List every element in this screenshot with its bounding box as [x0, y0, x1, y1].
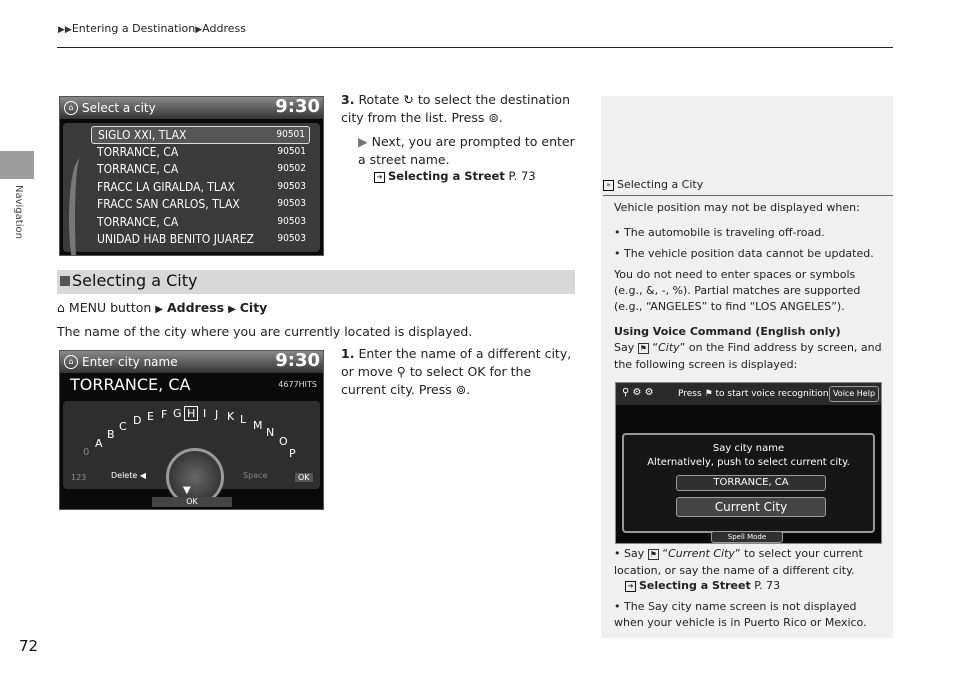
- voice-box: Say city name Alternatively, push to select current city. TORRANCE, CA Current City: [622, 433, 875, 533]
- page-number: 72: [19, 637, 39, 655]
- move-knob-icon: ⚲: [396, 364, 406, 379]
- spell-mode-button[interactable]: Spell Mode: [711, 531, 783, 543]
- reference-icon: ➔: [625, 581, 636, 592]
- enter-city-screen: [59, 350, 324, 510]
- clock: 9:30: [275, 350, 320, 371]
- list-item[interactable]: TORRANCE, CA 90501: [97, 145, 306, 159]
- list-item[interactable]: TORRANCE, CA 90503: [97, 215, 306, 229]
- nav-icon: ⌂: [64, 355, 78, 369]
- select-city-screen: [59, 96, 324, 256]
- clock: 9:30: [275, 96, 320, 117]
- step-1: 1. Enter the name of a different city, or move ⚲ to select OK for the current city. Press ⊚.: [341, 346, 572, 397]
- list-item[interactable]: TORRANCE, CA 90502: [97, 162, 306, 176]
- step-3-sub: ▶ Next, you are prompted to enter a street name.: [358, 134, 575, 167]
- cross-reference[interactable]: ➔ Selecting a Street P. 73: [374, 169, 536, 183]
- arrow-icon: ▶: [228, 304, 236, 315]
- delete-key[interactable]: Delete ◀: [111, 471, 146, 480]
- menu-path: ⌂ MENU button ▶ Address ▶ City: [57, 300, 268, 315]
- voice-text: Say ⚑ “City” on the Find address by screen, and the following screen is displayed:: [614, 341, 882, 371]
- section-heading: [57, 270, 575, 294]
- space-key[interactable]: Space: [243, 471, 268, 480]
- entered-city: TORRANCE, CA: [70, 375, 191, 394]
- key[interactable]: E: [147, 410, 154, 423]
- section-title: Selecting a City: [72, 271, 198, 290]
- key[interactable]: C: [119, 420, 127, 433]
- talk-icon: ⚑: [649, 550, 657, 559]
- key[interactable]: I: [203, 407, 207, 420]
- arrow-icon: ▶: [195, 25, 203, 35]
- sidebar-bullet: • The Say city name screen is not displayed when your vehicle is in Puerto Rico or Mexico.: [614, 600, 867, 629]
- screen-title: Select a city: [82, 101, 156, 115]
- ok-key[interactable]: OK: [295, 473, 313, 482]
- sidebar-rule: [603, 195, 893, 196]
- step-3: 3. Rotate ↻ to select the destination city from the list. Press ⊚.: [341, 92, 570, 125]
- arrow-icon: ▶: [155, 304, 163, 315]
- list-item[interactable]: SIGLO XXI, TLAX 90501: [91, 126, 310, 144]
- home-icon: ⌂: [57, 300, 65, 315]
- reference-icon: »: [603, 180, 614, 191]
- key[interactable]: O: [279, 435, 288, 448]
- arrow-left-icon: ◀: [139, 471, 146, 480]
- press-knob-icon: ⊚: [455, 382, 467, 397]
- key[interactable]: A: [95, 437, 103, 450]
- key[interactable]: D: [133, 414, 142, 427]
- chevron-down-icon: ▼: [183, 485, 191, 496]
- nav-icon: ⌂: [64, 101, 78, 115]
- screen-header: [60, 351, 323, 373]
- city-option[interactable]: TORRANCE, CA: [676, 475, 826, 491]
- voice-screen-top: ⚲ ⚙ ⚙ Press ⚑ to start voice recognition Voice Help: [616, 383, 881, 405]
- talk-icon: ⚑: [704, 389, 713, 399]
- key-selected[interactable]: H: [184, 406, 198, 421]
- key[interactable]: F: [161, 408, 168, 421]
- city-list: [63, 123, 320, 252]
- reference-icon: ➔: [374, 172, 385, 183]
- screen-title: Enter city name: [82, 355, 178, 369]
- key[interactable]: B: [107, 428, 115, 441]
- screen-header: [60, 97, 323, 119]
- key[interactable]: K: [227, 410, 235, 423]
- key[interactable]: L: [240, 413, 247, 426]
- voice-help-button[interactable]: Voice Help: [829, 386, 879, 402]
- list-item[interactable]: UNIDAD HAB BENITO JUAREZ 90503: [97, 232, 306, 246]
- talk-icon: ⚑: [639, 344, 647, 353]
- key[interactable]: N: [266, 426, 275, 439]
- sidebar-intro: Vehicle position may not be displayed when:: [614, 201, 860, 214]
- voice-heading: Using Voice Command (English only): [614, 325, 841, 338]
- press-knob-icon: ⊚: [488, 110, 499, 125]
- arrow-icon: ▶▶: [58, 25, 72, 35]
- side-tab: [0, 151, 34, 179]
- list-item[interactable]: FRACC SAN CARLOS, TLAX 90503: [97, 197, 306, 211]
- key[interactable]: P: [289, 447, 296, 460]
- current-city-button[interactable]: Current City: [676, 497, 826, 517]
- sidebar-bullet: • The automobile is traveling off-road.: [614, 226, 825, 239]
- voice-screen: [615, 382, 882, 544]
- key[interactable]: G: [173, 407, 182, 420]
- sidebar-ref-title: » Selecting a City: [603, 177, 703, 193]
- sidebar-bullet: • Say ⚑ “Current City” to select your current location, or say the name of a different city.: [614, 547, 863, 577]
- sidebar-bullet: • The vehicle position data cannot be updated.: [614, 247, 874, 260]
- rotate-knob-icon: ↻: [403, 92, 414, 107]
- breadcrumb-part2: Address: [202, 22, 246, 35]
- breadcrumb: [58, 22, 246, 35]
- description: The name of the city where you are currently located is displayed.: [57, 324, 473, 339]
- hits-count: 4677HITS: [278, 380, 317, 389]
- side-label: Navigation: [13, 185, 24, 239]
- breadcrumb-part1: Entering a Destination: [71, 22, 196, 35]
- key[interactable]: M: [253, 419, 263, 432]
- key[interactable]: 0: [83, 447, 90, 458]
- ok-bar[interactable]: OK: [152, 497, 232, 507]
- header-rule: [57, 47, 893, 48]
- knob-arc: [69, 159, 91, 256]
- square-icon: [60, 276, 70, 286]
- numbers-key[interactable]: 123: [71, 473, 87, 482]
- voice-icons: ⚲ ⚙ ⚙: [622, 387, 654, 398]
- list-item[interactable]: FRACC LA GIRALDA, TLAX 90503: [97, 180, 306, 194]
- arrow-icon: ▶: [358, 134, 368, 149]
- cross-reference[interactable]: ➔ Selecting a Street P. 73: [625, 579, 780, 592]
- sidebar-para: You do not need to enter spaces or symbols (e.g., &, -, %). Partial matches are supported (e.g., “ANGELES” to find “LOS ANGELES”).: [614, 268, 861, 313]
- key[interactable]: J: [215, 408, 219, 421]
